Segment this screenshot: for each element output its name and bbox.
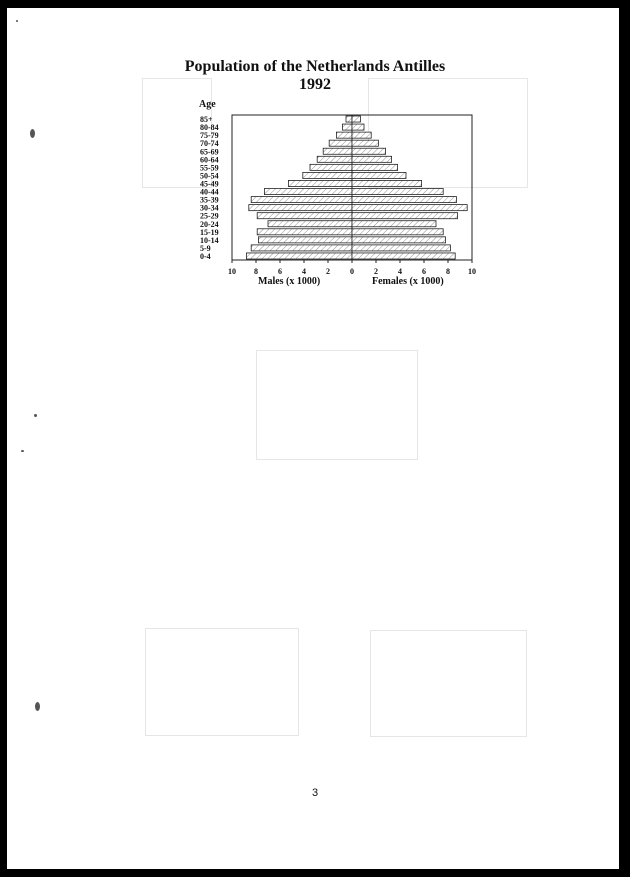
age-label: 55-59	[200, 163, 219, 173]
age-label: 5-9	[200, 243, 211, 253]
scan-speck	[34, 414, 37, 417]
female-bar	[352, 213, 458, 219]
female-bar	[352, 221, 436, 227]
chart-title: Population of the Netherlands Antilles	[184, 58, 446, 75]
age-label: 45-49	[200, 179, 219, 189]
female-bar	[352, 253, 455, 259]
x-tick-label: 10	[228, 267, 236, 276]
scan-speck	[35, 702, 40, 711]
female-bar	[352, 229, 443, 235]
male-bar	[342, 124, 352, 130]
x-tick-label: 6	[278, 267, 282, 276]
male-bars	[246, 116, 352, 259]
male-bar	[264, 189, 352, 195]
ghost-chart-bottom-left	[145, 628, 299, 736]
male-bar	[323, 148, 352, 154]
x-tick-label: 8	[446, 267, 450, 276]
population-pyramid	[0, 0, 630, 300]
male-bar	[257, 213, 352, 219]
x-tick-labels	[228, 260, 476, 276]
female-bar	[352, 180, 422, 186]
age-labels	[200, 115, 219, 261]
female-bar	[352, 197, 456, 203]
x-tick-label: 0	[350, 267, 354, 276]
page-number: 3	[311, 787, 319, 799]
age-label: 15-19	[200, 227, 219, 237]
age-label: 30-34	[200, 203, 219, 213]
age-label: 10-14	[200, 235, 219, 245]
x-tick-label: 4	[398, 267, 402, 276]
female-bar	[352, 245, 450, 251]
male-bar	[246, 253, 352, 259]
chart-subtitle: 1992	[299, 76, 331, 93]
male-bar	[268, 221, 352, 227]
male-bar	[329, 140, 352, 146]
age-label: 60-64	[200, 155, 219, 165]
x-tick-label: 10	[468, 267, 476, 276]
female-bar	[352, 124, 364, 130]
age-label: 80-84	[200, 123, 219, 133]
x-tick-label: 4	[302, 267, 306, 276]
male-bar	[288, 180, 352, 186]
age-label: 50-54	[200, 171, 219, 181]
male-bar	[257, 229, 352, 235]
scan-speck	[21, 450, 24, 452]
age-label: 75-79	[200, 131, 219, 141]
ghost-chart-bottom-right	[370, 630, 527, 737]
female-bar	[352, 116, 360, 122]
male-bar	[258, 237, 352, 243]
male-bar	[251, 197, 352, 203]
age-label: 0-4	[200, 251, 211, 261]
male-bar	[251, 245, 352, 251]
male-bar	[310, 164, 352, 170]
age-label: 35-39	[200, 195, 219, 205]
x-tick-label: 6	[422, 267, 426, 276]
male-axis-label: Males (x 1000)	[258, 276, 321, 287]
female-bar	[352, 156, 392, 162]
female-bars	[352, 116, 467, 259]
female-bar	[352, 205, 467, 211]
age-label: 20-24	[200, 219, 219, 229]
age-label: 65-69	[200, 147, 219, 157]
x-tick-label: 2	[326, 267, 330, 276]
female-bar	[352, 189, 443, 195]
female-bar	[352, 148, 386, 154]
female-bar	[352, 237, 446, 243]
female-bar	[352, 140, 378, 146]
age-label: 70-74	[200, 139, 219, 149]
age-label: 85+	[200, 115, 213, 125]
age-label: 40-44	[200, 187, 219, 197]
age-label: 25-29	[200, 211, 219, 221]
male-bar	[336, 132, 352, 138]
y-axis-label: Age	[199, 99, 216, 110]
male-bar	[317, 156, 352, 162]
female-bar	[352, 132, 371, 138]
female-bar	[352, 164, 398, 170]
x-tick-label: 8	[254, 267, 258, 276]
female-bar	[352, 172, 406, 178]
male-bar	[303, 172, 352, 178]
female-axis-label: Females (x 1000)	[372, 276, 444, 287]
male-bar	[346, 116, 352, 122]
ghost-chart-middle	[256, 350, 418, 460]
male-bar	[249, 205, 352, 211]
x-tick-label: 2	[374, 267, 378, 276]
